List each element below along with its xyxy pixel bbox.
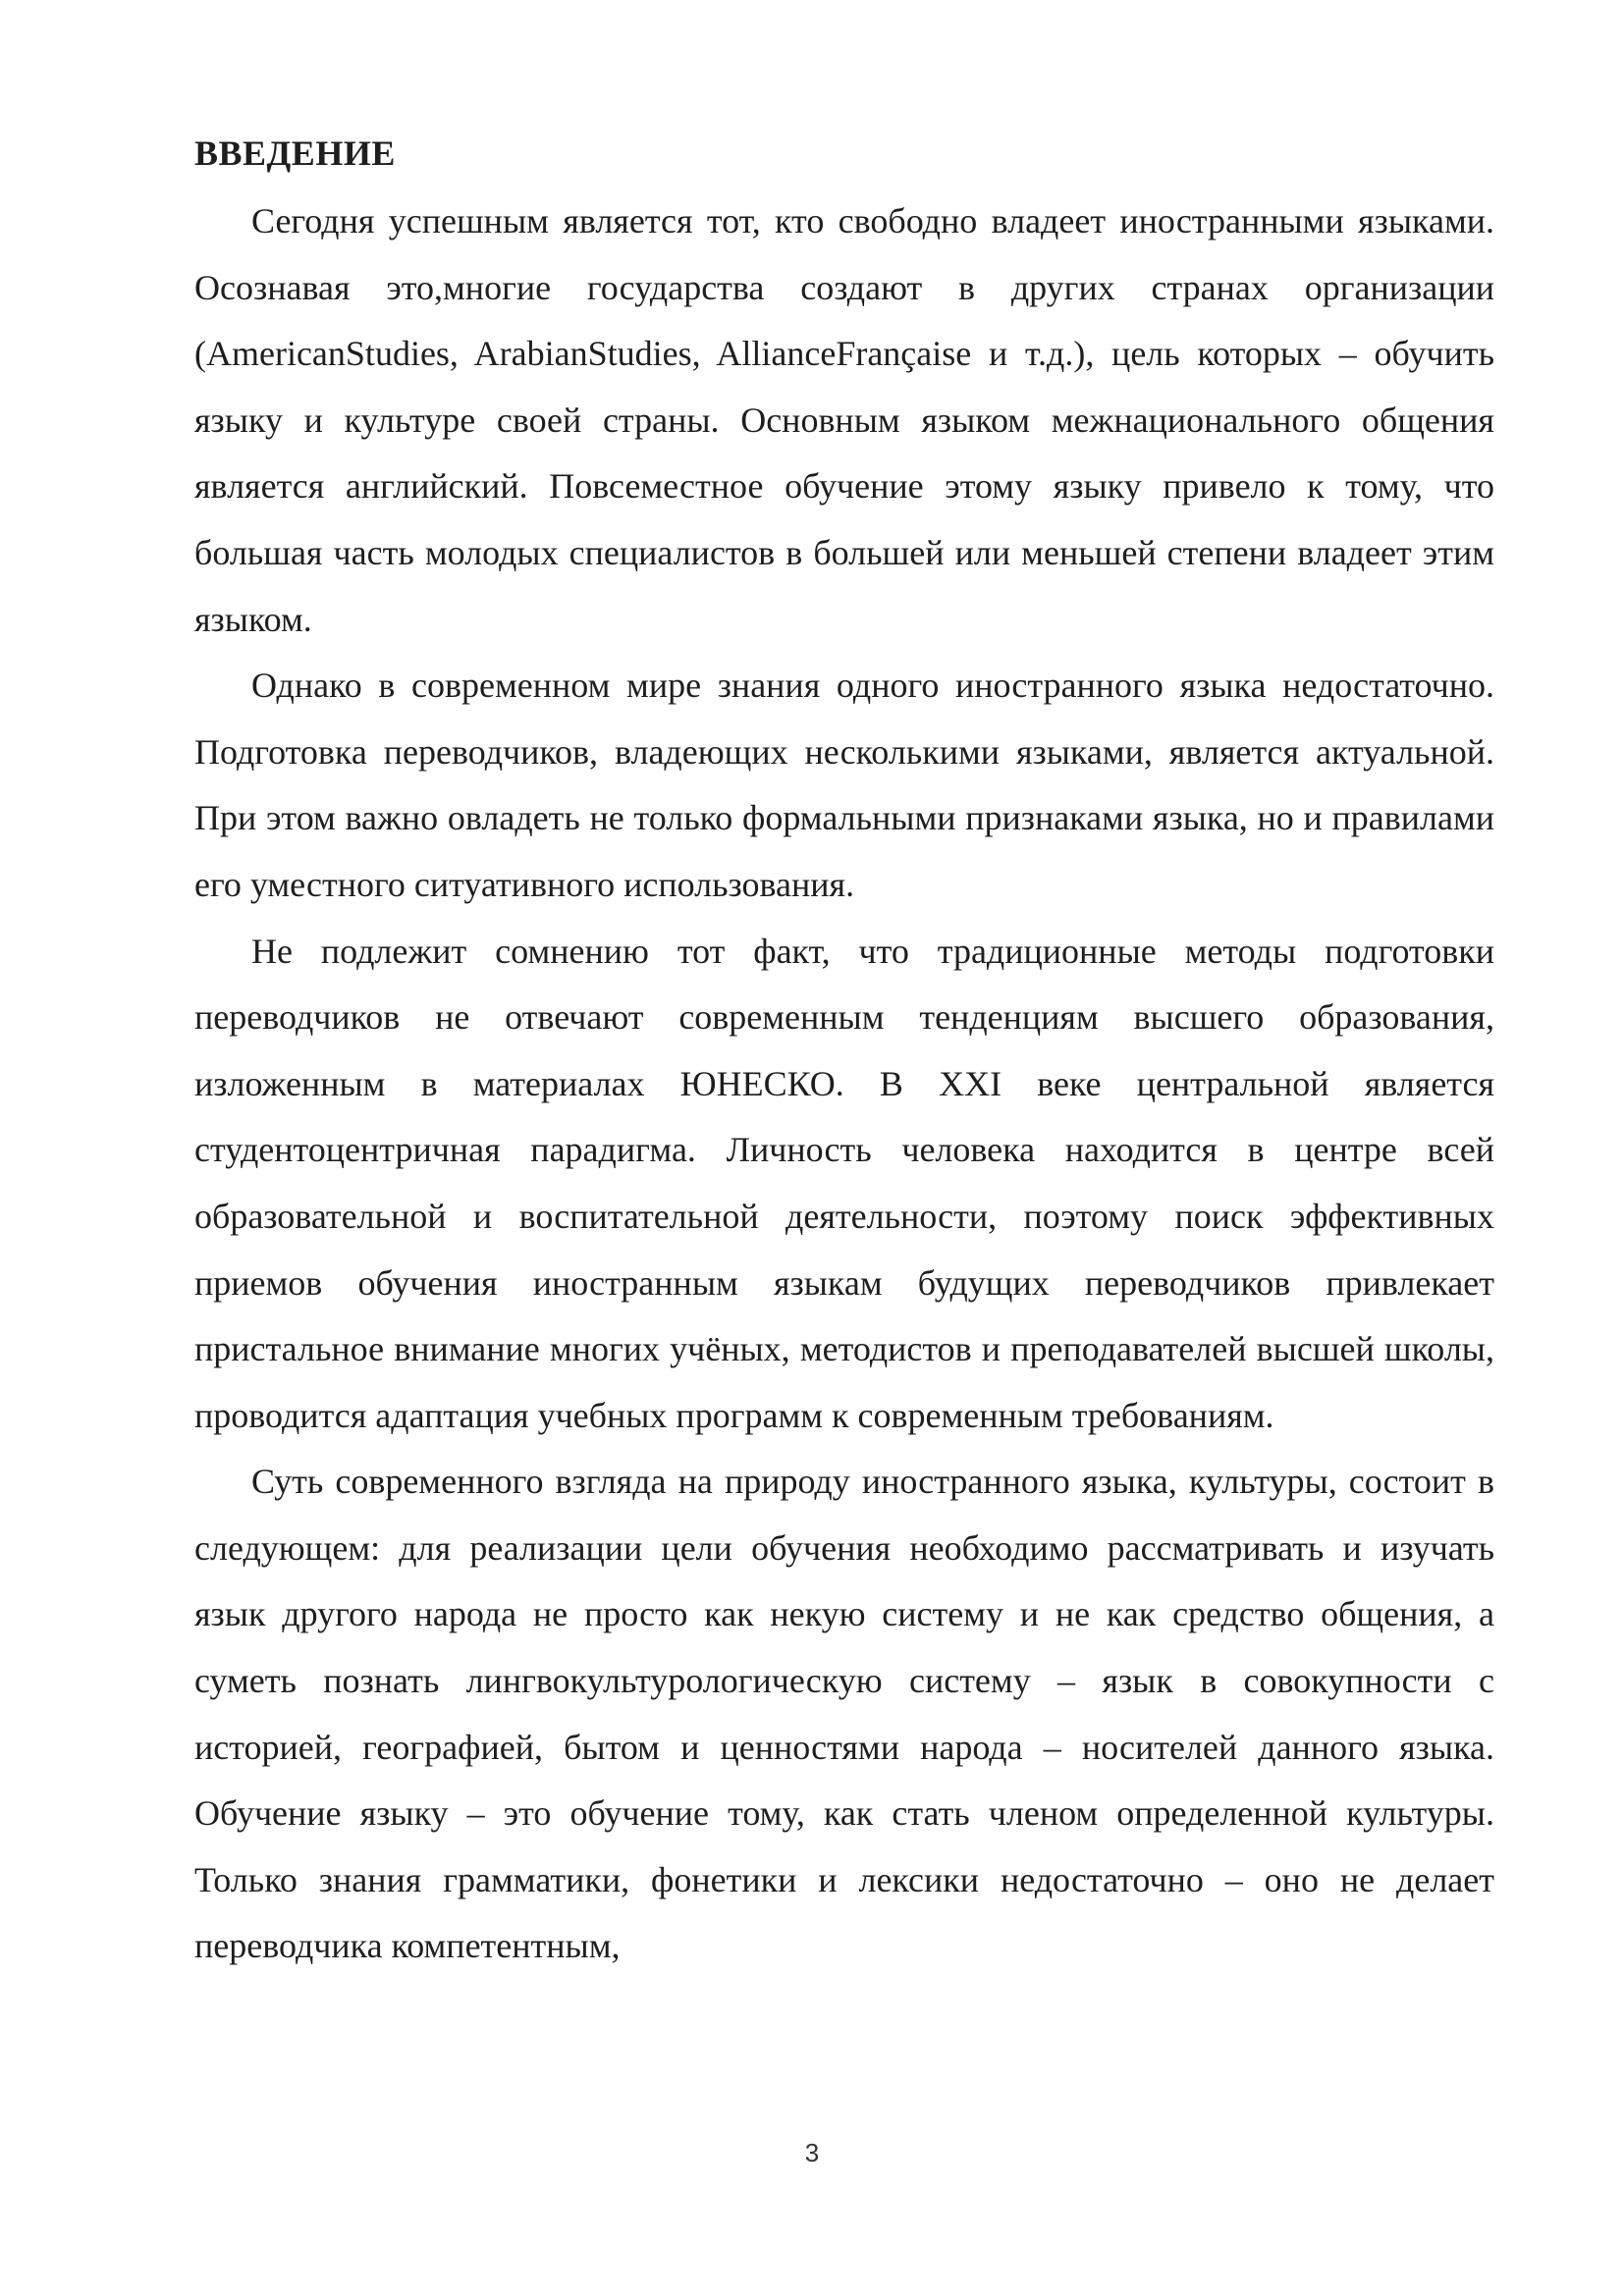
paragraph-2: Однако в современном мире знания одного иностранного языка недостаточно. Подготовка переводчиков, владеющих несколькими языками, является актуальной. При этом важно овладеть не только формальными признаками языка, но и правилами его уместного ситуативного использования. <box>194 666 1494 904</box>
section-heading: ВВЕДЕНИЕ <box>194 133 396 173</box>
page-number: 3 <box>804 2138 820 2167</box>
page-content <box>194 132 1494 1980</box>
paragraph-4: Суть современного взгляда на природу иностранного языка, культуры, состоит в следующем: для реализации цели обучения необходимо рассматривать и изучать язык другого народа не просто как некую систему и не как средство общения, а суметь познать лингвокультурологическую систему – язык в совокупности с историей, географией, бытом и ценностями народа – носителей данного языка. Обучение языку – это обучение тому, как стать членом определенной культуры. Только знания грамматики, фонетики и лексики недостаточно – оно не делает переводчика компетентным, <box>194 1462 1494 1966</box>
paragraph-1: Сегодня успешным является тот, кто свободно владеет иностранными языками. Осознавая это,многие государства создают в других странах организации (AmericanStudies, ArabianStudies, AllianceFrançaise и т.д.), цель которых – обучить языку и культуре своей страны. Основным языком межнационального общения является английский. Повсеместное обучение этому языку привело к тому, что большая часть молодых специалистов в большей или меньшей степени владеет этим языком. <box>194 201 1494 639</box>
paragraph-3: Не подлежит сомнению тот факт, что традиционные методы подготовки переводчиков не отвечают современным тенденциям высшего образования, изложенным в материалах ЮНЕСКО. В XXI веке центральной является студентоцентричная парадигма. Личность человека находится в центре всей образовательной и воспитательной деятельности, поэтому поиск эффективных приемов обучения иностранным языкам будущих переводчиков привлекает пристальное внимание многих учёных, методистов и преподавателей высшей школы, проводится адаптация учебных программ к современным требованиям. <box>194 931 1494 1435</box>
